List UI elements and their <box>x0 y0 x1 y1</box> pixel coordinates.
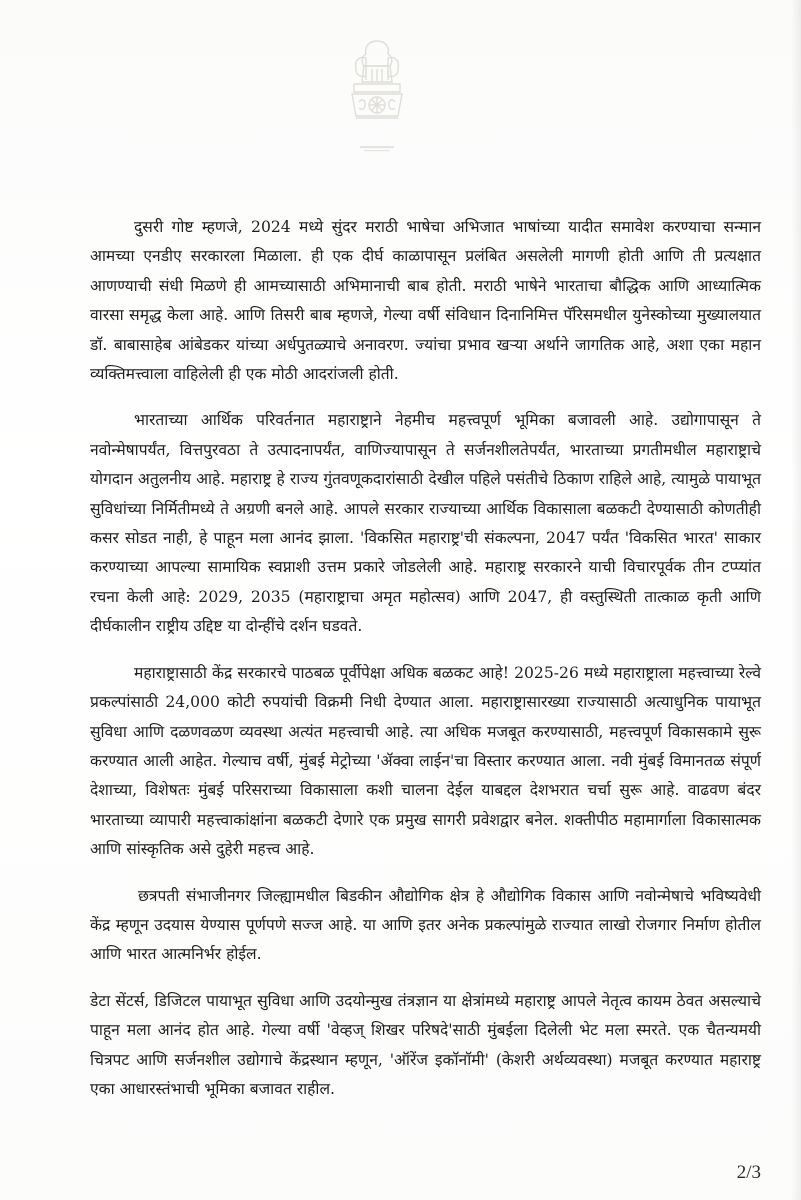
paragraph-marathi-classical-language: दुसरी गोष्ट म्हणजे, 2024 मध्ये सुंदर मराठी भाषेचा अभिजात भाषांच्या यादीत समावेश करण्याचा सन्मान आमच्या एनडीए सरकारला मिळाला. ही एक दीर्घ काळापासून प्रलंबित असलेली मागणी होती आणि ती प्रत्यक्षात आणण्याची संधी मिळणे ही आमच्यासाठी अभिमानाची बाब होती. मराठी भाषेने भारताचा बौद्धिक आणि आध्यात्मिक वारसा समृद्ध केला आहे. आणि तिसरी बाब म्हणजे, गेल्या वर्षी संविधान दिनानिमित्त पॅरिसमधील युनेस्कोच्या मुख्यालयात डॉ. बाबासाहेब आंबेडकर यांच्या अर्धपुतळ्याचे अनावरण. ज्यांचा प्रभाव खऱ्या अर्थाने जागतिक आहे, अशा एका महान व्यक्तिमत्त्वाला वाहिलेली ही एक मोठी आदरांजली होती. <box>90 218 761 384</box>
state-emblem-icon <box>336 36 418 158</box>
letter-body <box>90 213 761 1121</box>
paragraph-data-centers-orange-economy: डेटा सेंटर्स, डिजिटल पायाभूत सुविधा आणि उदयोन्मुख तंत्रज्ञान या क्षेत्रांमध्ये महाराष्ट्र आपले नेतृत्व कायम ठेवत असल्याचे पाहून मला आनंद होत आहे. गेल्या वर्षी 'वेव्हज् शिखर परिषदे'साठी मुंबईला दिलेली भेट मला स्मरते. एक चैतन्यमयी चित्रपट आणि सर्जनशील उद्योगाचे केंद्रस्थान म्हणून, 'ऑरेंज इकॉनॉमी' (केशरी अर्थव्यवस्था) मजबूत करण्यात महाराष्ट्र एका आधारस्तंभाची भूमिका बजावत राहील. <box>90 991 761 1098</box>
page-number: 2/3 <box>736 1162 761 1183</box>
page-edge-shadow <box>791 0 801 1200</box>
paragraph-central-support: महाराष्ट्रासाठी केंद्र सरकारचे पाठबळ पूर्वीपेक्षा अधिक बळकट आहे! 2025-26 मध्ये महाराष्ट्राला महत्त्वाच्या रेल्वे प्रकल्पांसाठी 24,000 कोटी रुपयांची विक्रमी निधी देण्यात आला. महाराष्ट्रासारख्या राज्यासाठी अत्याधुनिक पायाभूत सुविधा आणि दळणवळण व्यवस्था अत्यंत महत्त्वाची आहे. त्या अधिक मजबूत करण्यासाठी, महत्त्वपूर्ण विकासकामे सुरू करण्यात आली आहेत. गेल्याच वर्षी, मुंबई मेट्रोच्या 'ॲक्वा लाईन'चा विस्तार करण्यात आला. नवी मुंबई विमानतळ संपूर्ण देशाच्या, विशेषतः मुंबई परिसराच्या विकासाला कशी चालना देईल याबद्दल देशभरात चर्चा सुरू आहे. वाढवण बंदर भारताच्या व्यापारी महत्त्वाकांक्षांना बळकटी देणारे एक प्रमुख सागरी प्रवेशद्वार बनेल. शक्तीपीठ महामार्गाला विकासात्मक आणि सांस्कृतिक असे दुहेरी महत्त्व आहे. <box>90 663 761 859</box>
paragraph-bidkin-industrial-area: छत्रपती संभाजीनगर जिल्ह्यामधील बिडकीन औद्योगिक क्षेत्र हे औद्योगिक विकास आणि नवोन्मेषाचे भविष्यवेधी केंद्र म्हणून उदयास येण्यास पूर्णपणे सज्ज आहे. या आणि इतर अनेक प्रकल्पांमुळे राज्यात लाखो रोजगार निर्माण होतील आणि भारत आत्मनिर्भर होईल. <box>90 886 761 964</box>
paragraph-economic-transformation: भारताच्या आर्थिक परिवर्तनात महाराष्ट्राने नेहमीच महत्त्वपूर्ण भूमिका बजावली आहे. उद्योगापासून ते नवोन्मेषापर्यंत, वित्तपुरवठा ते उत्पादनापर्यंत, वाणिज्यापासून ते सर्जनशीलतेपर्यंत, भारताच्या प्रगतीमधील महाराष्ट्राचे योगदान अतुलनीय आहे. महाराष्ट्र हे राज्य गुंतवणूकदारांसाठी देखील पहिले पसंतीचे ठिकाण राहिले आहे, त्यामुळे पायाभूत सुविधांच्या निर्मितीमध्ये ते अग्रणी बनले आहे. आपले सरकार राज्याच्या आर्थिक विकासाला बळकटी देण्यासाठी कोणतीही कसर सोडत नाही, हे पाहून मला आनंद झाला. 'विकसित महाराष्ट्र'ची संकल्पना, 2047 पर्यंत 'विकसित भारत' साकार करण्याच्या आपल्या सामायिक स्वप्नाशी उत्तम प्रकारे जोडलेली आहे. महाराष्ट्र सरकारने याची विचारपूर्वक तीन टप्प्यांत रचना केली आहे: 2029, 2035 (महाराष्ट्राचा अमृत महोत्सव) आणि 2047, ही वस्तुस्थिती तात्काळ कृती आणि दीर्घकालीन राष्ट्रीय उद्दिष्ट या दोन्हींचे दर्शन घडवते. <box>90 411 761 636</box>
